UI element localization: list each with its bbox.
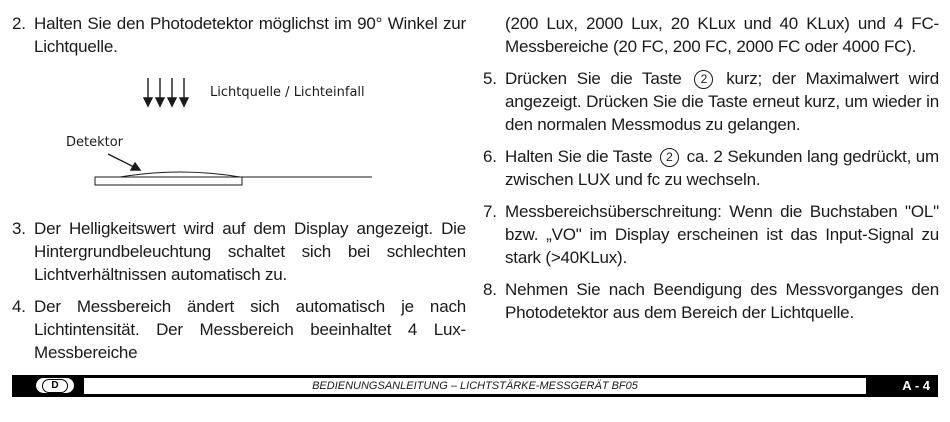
right-column [483,12,939,324]
step-5-number: 5. [483,69,497,88]
step-6-text-before: Halten Sie die Taste [505,147,657,166]
step-7-text: Messbereichsüberschreitung: Wenn die Buchstaben "OL" bzw. „VO" im Display erscheinen ist das Input-Signal zu stark (>40KLux). [505,202,939,267]
detector-label: Detektor [66,135,124,150]
step-2-number: 2. [12,14,26,33]
step-3 [12,217,466,286]
step-7-number: 7. [483,202,497,221]
language-badge [36,378,74,393]
step-8-number: 8. [483,280,497,299]
language-badge-label: D [42,379,68,393]
step-4-text: Der Messbereich ändert sich automatisch je nach Lichtintensität. Der Messbereich beeinhaltet 4 Lux-Messbereiche [34,297,466,362]
light-arrows-icon [144,78,188,106]
page-number: A - 4 [902,378,930,393]
page-footer [12,375,938,397]
key-2-icon: 2 [660,148,679,167]
footer-title: BEDIENUNGSANLEITUNG – LICHTSTÄRKE-MESSGERÄT BF05 [84,378,866,394]
step-3-number: 3. [12,219,26,238]
left-column-lower [12,217,466,364]
step-4-number: 4. [12,297,26,316]
step-5-text-before: Drücken Sie die Taste [505,69,692,88]
left-column [12,12,466,58]
detector-pointer-icon [108,154,140,170]
detector-diagram [60,76,400,196]
key-2-icon: 2 [694,70,713,89]
step-5-text-after: kurz; der Maximalwert wird angezeigt. Drücken Sie die Taste erneut kurz, um wieder in den normalen Messmodus zu gelangen. [505,69,939,134]
step-4 [12,295,466,364]
step-7 [483,200,939,269]
step-4-continued: (200 Lux, 2000 Lux, 20 KLux und 40 KLux) und 4 FC-Messbereiche (20 FC, 200 FC, 2000 FC oder 4000 FC). [505,14,939,56]
step-5 [483,67,939,136]
step-6-number: 6. [483,147,497,166]
step-8 [483,278,939,324]
photodetector-icon [95,172,372,185]
step-3-text: Der Helligkeitswert wird auf dem Display angezeigt. Die Hintergrundbeleuchtung schaltet sich bei schlechten Lichtverhältnissen automatisch zu. [34,219,466,284]
step-8-text: Nehmen Sie nach Beendigung des Messvorganges den Photodetektor aus dem Bereich der Lichtquelle. [505,280,939,322]
step-6 [483,145,939,191]
step-6-text-after: ca. 2 Sekunden lang gedrückt, um zwischen LUX und fc zu wechseln. [505,147,939,189]
light-source-label: Lichtquelle / Lichteinfall [210,85,365,100]
step-2 [12,12,466,58]
step-2-text: Halten Sie den Photodetektor möglichst im 90° Winkel zur Lichtquelle. [34,14,466,56]
